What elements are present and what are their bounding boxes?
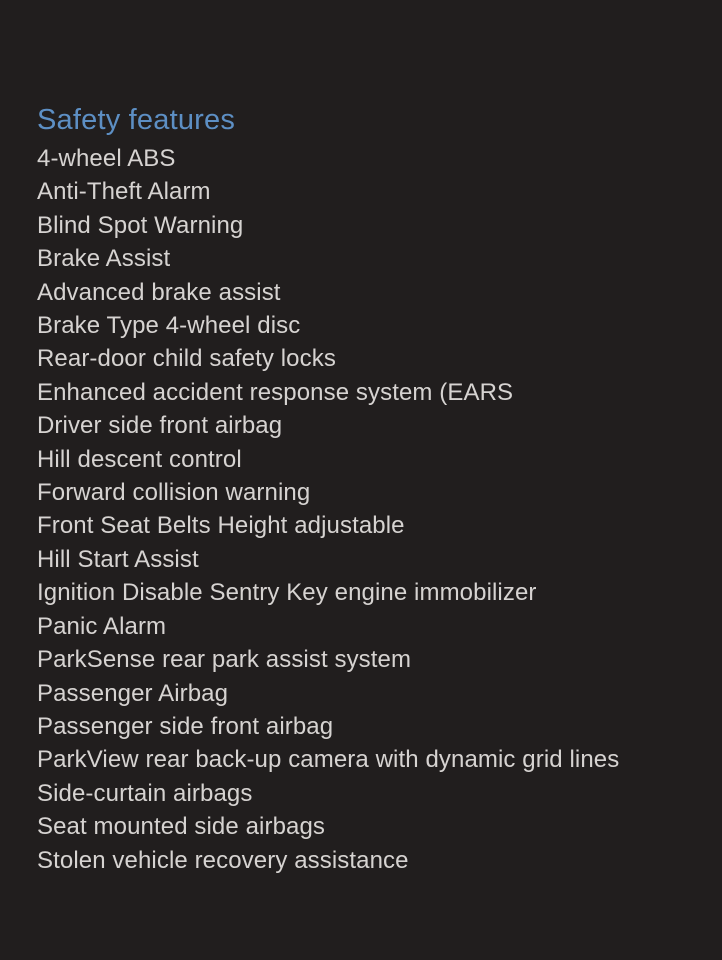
feature-item: 4-wheel ABS bbox=[37, 145, 176, 172]
feature-item: Advanced brake assist bbox=[37, 278, 281, 306]
feature-item: Rear-door child safety locks bbox=[37, 345, 336, 373]
feature-item: Front Seat Belts Height adjustable bbox=[37, 512, 405, 540]
feature-item: Hill descent control bbox=[37, 445, 242, 473]
section-title: Safety features bbox=[37, 104, 236, 136]
feature-item: Ignition Disable Sentry Key engine immobilizer bbox=[37, 579, 537, 607]
feature-item: Side-curtain airbags bbox=[37, 779, 253, 807]
feature-item: Brake Assist bbox=[37, 245, 171, 273]
feature-item: Seat mounted side airbags bbox=[37, 813, 326, 841]
feature-list bbox=[37, 142, 702, 877]
feature-item: Driver side front airbag bbox=[37, 412, 283, 440]
feature-item: Blind Spot Warning bbox=[37, 211, 244, 239]
feature-item: Hill Start Assist bbox=[37, 545, 199, 573]
feature-item: Anti-Theft Alarm bbox=[37, 178, 211, 206]
feature-item: Passenger side front airbag bbox=[37, 712, 334, 740]
feature-item: Enhanced accident response system (EARS bbox=[37, 378, 514, 406]
feature-item: ParkSense rear park assist system bbox=[37, 646, 412, 674]
feature-item: Forward collision warning bbox=[37, 479, 311, 507]
feature-item: Brake Type 4-wheel disc bbox=[37, 312, 301, 340]
feature-item: ParkView rear back-up camera with dynamic grid lines bbox=[37, 746, 620, 774]
feature-item: Panic Alarm bbox=[37, 612, 167, 640]
feature-item: Stolen vehicle recovery assistance bbox=[37, 846, 409, 874]
feature-item: Passenger Airbag bbox=[37, 679, 229, 707]
